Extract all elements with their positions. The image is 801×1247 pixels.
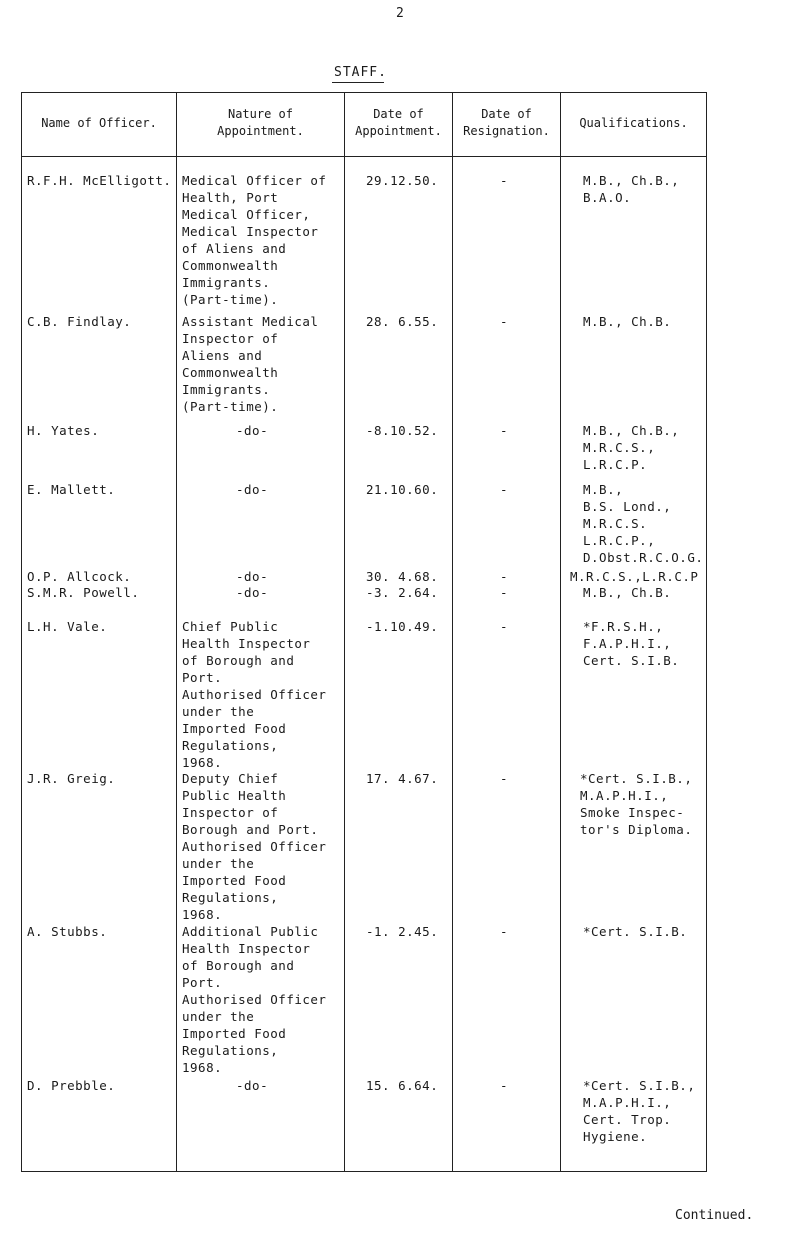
- row-8-quals: *Cert. S.I.B., M.A.P.H.I., Smoke Inspec- tor's Diploma.: [580, 771, 693, 837]
- row-1-appointment: Medical Officer of Health, Port Medical Officer, Medical Inspector of Aliens and Commonwealth Immigrants. (Part-time).: [182, 173, 327, 307]
- continued-note: Continued.: [675, 1208, 754, 1223]
- header-bottom-rule: [21, 156, 707, 157]
- table-left-rule: [21, 92, 22, 1172]
- row-5-name: O.P. Allcock.: [27, 569, 132, 584]
- row-7-name: L.H. Vale.: [27, 619, 108, 634]
- page-title: STAFF.: [334, 65, 387, 80]
- table-top-rule: [21, 92, 707, 93]
- row-4-date: 21.10.60.: [366, 482, 439, 497]
- row-3-appointment: -do-: [236, 423, 269, 438]
- row-3-name: H. Yates.: [27, 423, 100, 438]
- row-8-date: 17. 4.67.: [366, 771, 439, 786]
- row-4-name: E. Mallett.: [27, 482, 116, 497]
- row-3-date: -8.10.52.: [366, 423, 439, 438]
- row-10-appointment: -do-: [236, 1078, 269, 1093]
- row-5-resign: -: [500, 569, 509, 584]
- row-3-resign: -: [500, 423, 509, 438]
- row-2-quals: M.B., Ch.B.: [583, 314, 672, 329]
- row-6-resign: -: [500, 585, 509, 600]
- row-7-resign: -: [500, 619, 509, 634]
- col-divider-4: [560, 92, 561, 1172]
- header-name: Name of Officer.: [41, 116, 157, 130]
- header-qualifications: Qualifications.: [579, 116, 688, 130]
- header-date-resignation: Date of Resignation.: [463, 107, 550, 138]
- header-appointment: Nature of Appointment.: [217, 107, 304, 138]
- page-number: 2: [396, 6, 404, 21]
- row-6-appointment: -do-: [236, 585, 269, 600]
- row-1-date: 29.12.50.: [366, 173, 439, 188]
- row-2-resign: -: [500, 314, 509, 329]
- row-4-resign: -: [500, 482, 509, 497]
- row-9-name: A. Stubbs.: [27, 924, 108, 939]
- row-2-name: C.B. Findlay.: [27, 314, 132, 329]
- row-1-name: R.F.H. McElligott.: [27, 173, 172, 188]
- row-8-appointment: Deputy Chief Public Health Inspector of Borough and Port. Authorised Officer under the Imported Food Regulations, 1968.: [182, 771, 327, 922]
- row-4-quals: M.B., B.S. Lond., M.R.C.S. L.R.C.P., D.Obst.R.C.O.G.: [583, 482, 704, 565]
- row-6-name: S.M.R. Powell.: [27, 585, 140, 600]
- row-6-quals: M.B., Ch.B.: [583, 585, 672, 600]
- row-5-date: 30. 4.68.: [366, 569, 439, 584]
- col-divider-2: [344, 92, 345, 1172]
- row-9-quals: *Cert. S.I.B.: [583, 924, 688, 939]
- row-2-date: 28. 6.55.: [366, 314, 439, 329]
- row-1-quals: M.B., Ch.B., B.A.O.: [583, 173, 680, 205]
- row-10-quals: *Cert. S.I.B., M.A.P.H.I., Cert. Trop. Hygiene.: [583, 1078, 696, 1144]
- row-6-date: -3. 2.64.: [366, 585, 439, 600]
- col-divider-1: [176, 92, 177, 1172]
- row-10-name: D. Prebble.: [27, 1078, 116, 1093]
- row-5-appointment: -do-: [236, 569, 269, 584]
- table-bottom-rule: [21, 1171, 707, 1172]
- row-1-resign: -: [500, 173, 509, 188]
- row-7-quals: *F.R.S.H., F.A.P.H.I., Cert. S.I.B.: [583, 619, 680, 668]
- row-5-quals: M.R.C.S.,L.R.C.P: [570, 569, 699, 584]
- header-date-appointment: Date of Appointment.: [355, 107, 442, 138]
- row-9-date: -1. 2.45.: [366, 924, 439, 939]
- row-9-resign: -: [500, 924, 509, 939]
- row-3-quals: M.B., Ch.B., M.R.C.S., L.R.C.P.: [583, 423, 680, 472]
- row-7-appointment: Chief Public Health Inspector of Borough and Port. Authorised Officer under the Imported Food Regulations, 1968.: [182, 619, 327, 770]
- row-4-appointment: -do-: [236, 482, 269, 497]
- row-10-resign: -: [500, 1078, 509, 1093]
- row-2-appointment: Assistant Medical Inspector of Aliens and Commonwealth Immigrants. (Part-time).: [182, 314, 319, 414]
- row-9-appointment: Additional Public Health Inspector of Borough and Port. Authorised Officer under the Imported Food Regulations, 1968.: [182, 924, 327, 1075]
- row-8-resign: -: [500, 771, 509, 786]
- row-7-date: -1.10.49.: [366, 619, 439, 634]
- table-right-rule: [706, 92, 707, 1172]
- row-10-date: 15. 6.64.: [366, 1078, 439, 1093]
- row-8-name: J.R. Greig.: [27, 771, 116, 786]
- col-divider-3: [452, 92, 453, 1172]
